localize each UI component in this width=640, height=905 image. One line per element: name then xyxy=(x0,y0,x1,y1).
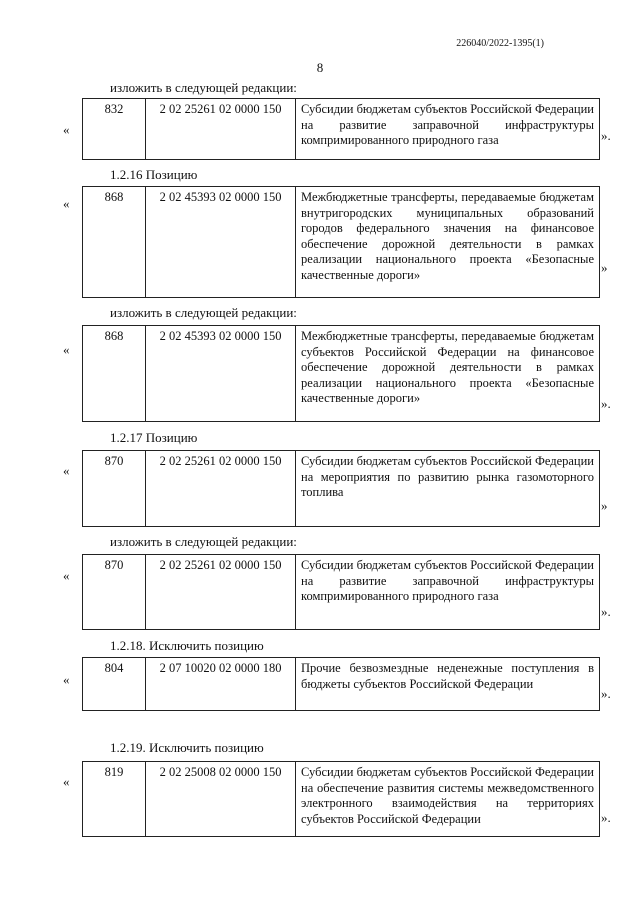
close-quote: ». xyxy=(601,128,611,143)
admin-code-cell: 870 xyxy=(83,451,146,526)
paragraph-item-1-2-16: 1.2.16 Позицию xyxy=(110,167,198,182)
admin-code-cell: 819 xyxy=(83,762,146,836)
position-table xyxy=(82,98,600,160)
admin-code-cell: 868 xyxy=(83,326,146,421)
description-cell: Прочие безвозмездные неденежные поступления в бюджеты субъектов Российской Федерации xyxy=(301,661,594,691)
paragraph-item-1-2-17: 1.2.17 Позицию xyxy=(110,430,198,445)
kbk-code-cell: 2 02 45393 02 0000 150 xyxy=(146,326,296,421)
open-quote: « xyxy=(63,196,70,211)
admin-code-cell: 804 xyxy=(83,658,146,710)
paragraph-amend-text: изложить в следующей редакции: xyxy=(110,534,297,549)
kbk-code-cell: 2 07 10020 02 0000 180 xyxy=(146,658,296,710)
open-quote: « xyxy=(63,774,70,789)
paragraph-item-1-2-18: 1.2.18. Исключить позицию xyxy=(110,638,264,653)
admin-code-cell: 832 xyxy=(83,99,146,159)
open-quote: « xyxy=(63,342,70,357)
kbk-code-cell: 2 02 25261 02 0000 150 xyxy=(146,99,296,159)
position-table xyxy=(82,657,600,711)
description-cell: Субсидии бюджетам субъектов Российской Федерации на мероприятия по развитию рынка газомоторного топлива xyxy=(301,454,594,499)
close-quote: » xyxy=(601,498,608,513)
position-table xyxy=(82,186,600,298)
position-table xyxy=(82,325,600,422)
admin-code-cell: 870 xyxy=(83,555,146,629)
paragraph-item-1-2-19: 1.2.19. Исключить позицию xyxy=(110,740,264,755)
paragraph-amend-text: изложить в следующей редакции: xyxy=(110,80,297,95)
open-quote: « xyxy=(63,122,70,137)
open-quote: « xyxy=(63,568,70,583)
close-quote: ». xyxy=(601,604,611,619)
page-number: 8 xyxy=(316,60,324,75)
close-quote: ». xyxy=(601,396,611,411)
position-table xyxy=(82,554,600,630)
close-quote: ». xyxy=(601,686,611,701)
description-cell: Межбюджетные трансферты, передаваемые бюджетам внутригородских муниципальных образований городов федерального значения на финансовое обеспечение дорожной деятельности в рамках реализации национального проекта «Безопасные качественные дороги» xyxy=(301,190,594,282)
description-cell: Субсидии бюджетам субъектов Российской Федерации на развитие заправочной инфраструктуры компримированного природного газа xyxy=(301,102,594,147)
open-quote: « xyxy=(63,463,70,478)
position-table xyxy=(82,450,600,527)
admin-code-cell: 868 xyxy=(83,187,146,297)
close-quote: ». xyxy=(601,810,611,825)
description-cell: Субсидии бюджетам субъектов Российской Федерации на обеспечение развития системы межведомственного электронного взаимодействия на территориях субъектов Российской Федерации xyxy=(301,765,594,826)
description-cell: Субсидии бюджетам субъектов Российской Федерации на развитие заправочной инфраструктуры компримированного природного газа xyxy=(301,558,594,603)
open-quote: « xyxy=(63,672,70,687)
paragraph-amend-text: изложить в следующей редакции: xyxy=(110,305,297,320)
position-table xyxy=(82,761,600,837)
close-quote: » xyxy=(601,260,608,275)
document-id: 226040/2022-1395(1) xyxy=(456,38,544,49)
description-cell: Межбюджетные трансферты, передаваемые бюджетам субъектов Российской Федерации на финансовое обеспечение дорожной деятельности в рамках реализации национального проекта «Безопасные качественные дороги» xyxy=(301,329,594,405)
kbk-code-cell: 2 02 25008 02 0000 150 xyxy=(146,762,296,836)
kbk-code-cell: 2 02 25261 02 0000 150 xyxy=(146,555,296,629)
kbk-code-cell: 2 02 45393 02 0000 150 xyxy=(146,187,296,297)
kbk-code-cell: 2 02 25261 02 0000 150 xyxy=(146,451,296,526)
